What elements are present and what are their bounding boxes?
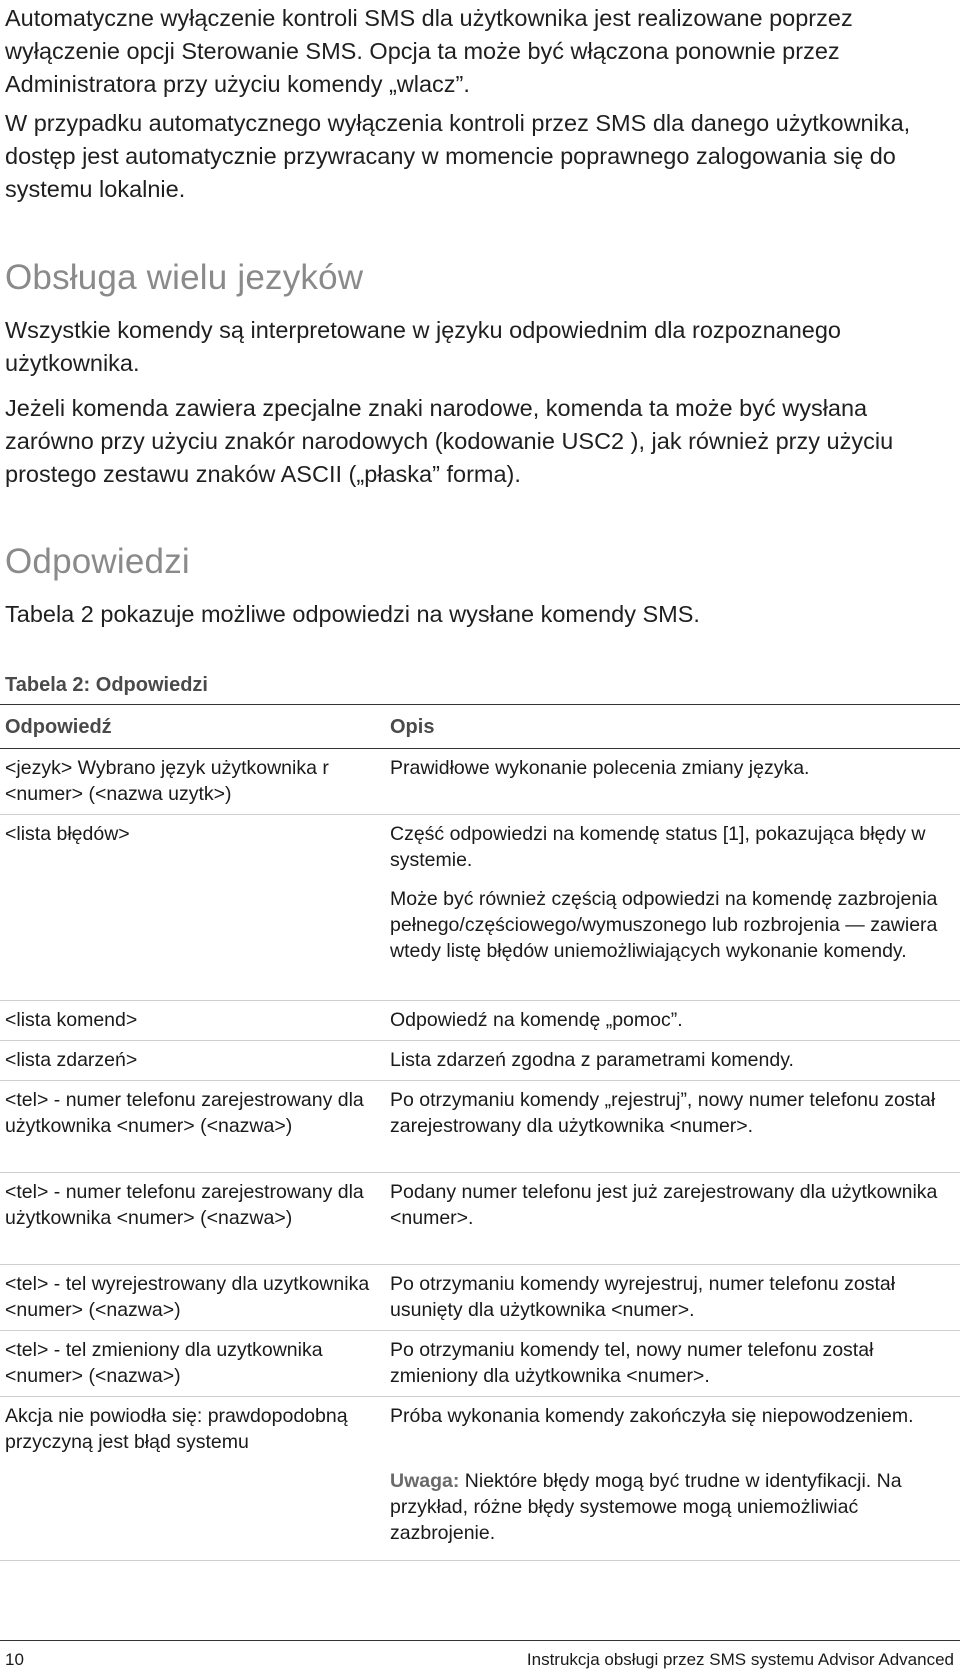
table-header-rule — [0, 748, 960, 749]
note-label: Uwaga: — [390, 1470, 460, 1492]
table-row-6-response: <tel> - tel wyrejestrowany dla uzytkownika <numer> (<nazwa>) — [5, 1273, 370, 1321]
section-heading-responses: Odpowiedzi — [5, 542, 190, 581]
table-row-3-response: <lista zdarzeń> — [5, 1049, 138, 1071]
table-row-6-description: Po otrzymaniu komendy wyrejestruj, numer telefonu został usunięty dla użytkownika <numer>. — [390, 1273, 896, 1321]
table-row-divider — [0, 1330, 960, 1331]
table-row-5-description: Podany numer telefonu jest już zarejestrowany dla użytkownika <numer>. — [390, 1181, 938, 1229]
table-row-divider — [0, 1000, 960, 1001]
footer-title: Instrukcja obsługi przez SMS systemu Advisor Advanced — [526, 1650, 954, 1669]
table-row-divider — [0, 1040, 960, 1041]
note-text: Niektóre błędy mogą być trudne w identyfikacji. Na przykład, różne błędy systemowe mogą uniemożliwiać zazbrojenie. — [390, 1470, 902, 1544]
table-row-4-description: Po otrzymaniu komendy „rejestruj”, nowy numer telefonu został zarejestrowany dla użytkownika <numer>. — [390, 1089, 936, 1137]
table-row-8-description: Próba wykonania komendy zakończyła się niepowodzeniem. — [390, 1405, 914, 1427]
page-number: 10 — [5, 1650, 24, 1669]
responses-paragraph: Tabela 2 pokazuje możliwe odpowiedzi na wysłane komendy SMS. — [5, 601, 700, 627]
section-heading-languages: Obsługa wielu jezyków — [5, 258, 364, 297]
table-row-divider — [0, 1080, 960, 1081]
table-row-4-response: <tel> - numer telefonu zarejestrowany dla użytkownika <numer> (<nazwa>) — [5, 1089, 364, 1137]
intro-paragraph-1: Automatyczne wyłączenie kontroli SMS dla użytkownika jest realizowane poprzez wyłączenie opcji Sterowanie SMS. Opcja ta może być włączona ponownie przez Administratora przy użyciu komendy „wlacz”. — [5, 5, 853, 97]
table-row-2-response: <lista komend> — [5, 1009, 138, 1031]
table-row-8-response: Akcja nie powiodła się: prawdopodobną przyczyną jest błąd systemu — [5, 1405, 348, 1453]
footer-rule — [0, 1640, 960, 1641]
table-row-0-response: <jezyk> Wybrano język użytkownika r <numer> (<nazwa uzytk>) — [5, 757, 329, 805]
table-row-7-description: Po otrzymaniu komendy tel, nowy numer telefonu został zmieniony dla użytkownika <numer>. — [390, 1339, 874, 1387]
column-header-description: Opis — [390, 716, 435, 738]
table-row-5-response: <tel> - numer telefonu zarejestrowany dla użytkownika <numer> (<nazwa>) — [5, 1181, 364, 1229]
table-row-divider — [0, 1396, 960, 1397]
table-row-0-description: Prawidłowe wykonanie polecenia zmiany języka. — [390, 757, 810, 779]
table-bottom-rule — [0, 1560, 960, 1561]
languages-paragraph-2: Jeżeli komenda zawiera zpecjalne znaki narodowe, komenda ta może być wysłana zarówno przy użyciu znakór narodowych (kodowanie USC2 ), jak również przy użyciu prostego zestawu znaków ASCII („płaska” forma). — [5, 395, 894, 487]
table-row-7-response: <tel> - tel zmieniony dla uzytkownika <numer> (<nazwa>) — [5, 1339, 323, 1387]
table-row-3-description: Lista zdarzeń zgodna z parametrami komendy. — [390, 1049, 794, 1071]
column-header-response: Odpowiedź — [5, 716, 112, 738]
languages-paragraph-1: Wszystkie komendy są interpretowane w języku odpowiednim dla rozpoznanego użytkownika. — [5, 317, 841, 376]
table-row-8-note — [390, 1468, 950, 1546]
table-row-2-description: Odpowiedź na komendę „pomoc”. — [390, 1009, 683, 1031]
table-row-1-description: Część odpowiedzi na komendę status [1], pokazująca błędy w systemie. — [390, 823, 926, 871]
intro-paragraph-2: W przypadku automatycznego wyłączenia kontroli przez SMS dla danego użytkownika, dostęp jest automatycznie przywracany w momencie poprawnego zalogowania się do systemu lokalnie. — [5, 110, 911, 202]
table-row-divider — [0, 1264, 960, 1265]
table-row-divider — [0, 1172, 960, 1173]
table-top-rule — [0, 704, 960, 705]
table-row-1-description-extra: Może być również częścią odpowiedzi na komendę zazbrojenia pełnego/częściowego/wymuszonego lub rozbrojenia — zawiera wtedy listę błędów uniemożliwiających wykonanie komendy. — [390, 888, 938, 962]
table-caption: Tabela 2: Odpowiedzi — [5, 674, 208, 696]
table-row-divider — [0, 814, 960, 815]
table-row-1-response: <lista błędów> — [5, 823, 130, 845]
